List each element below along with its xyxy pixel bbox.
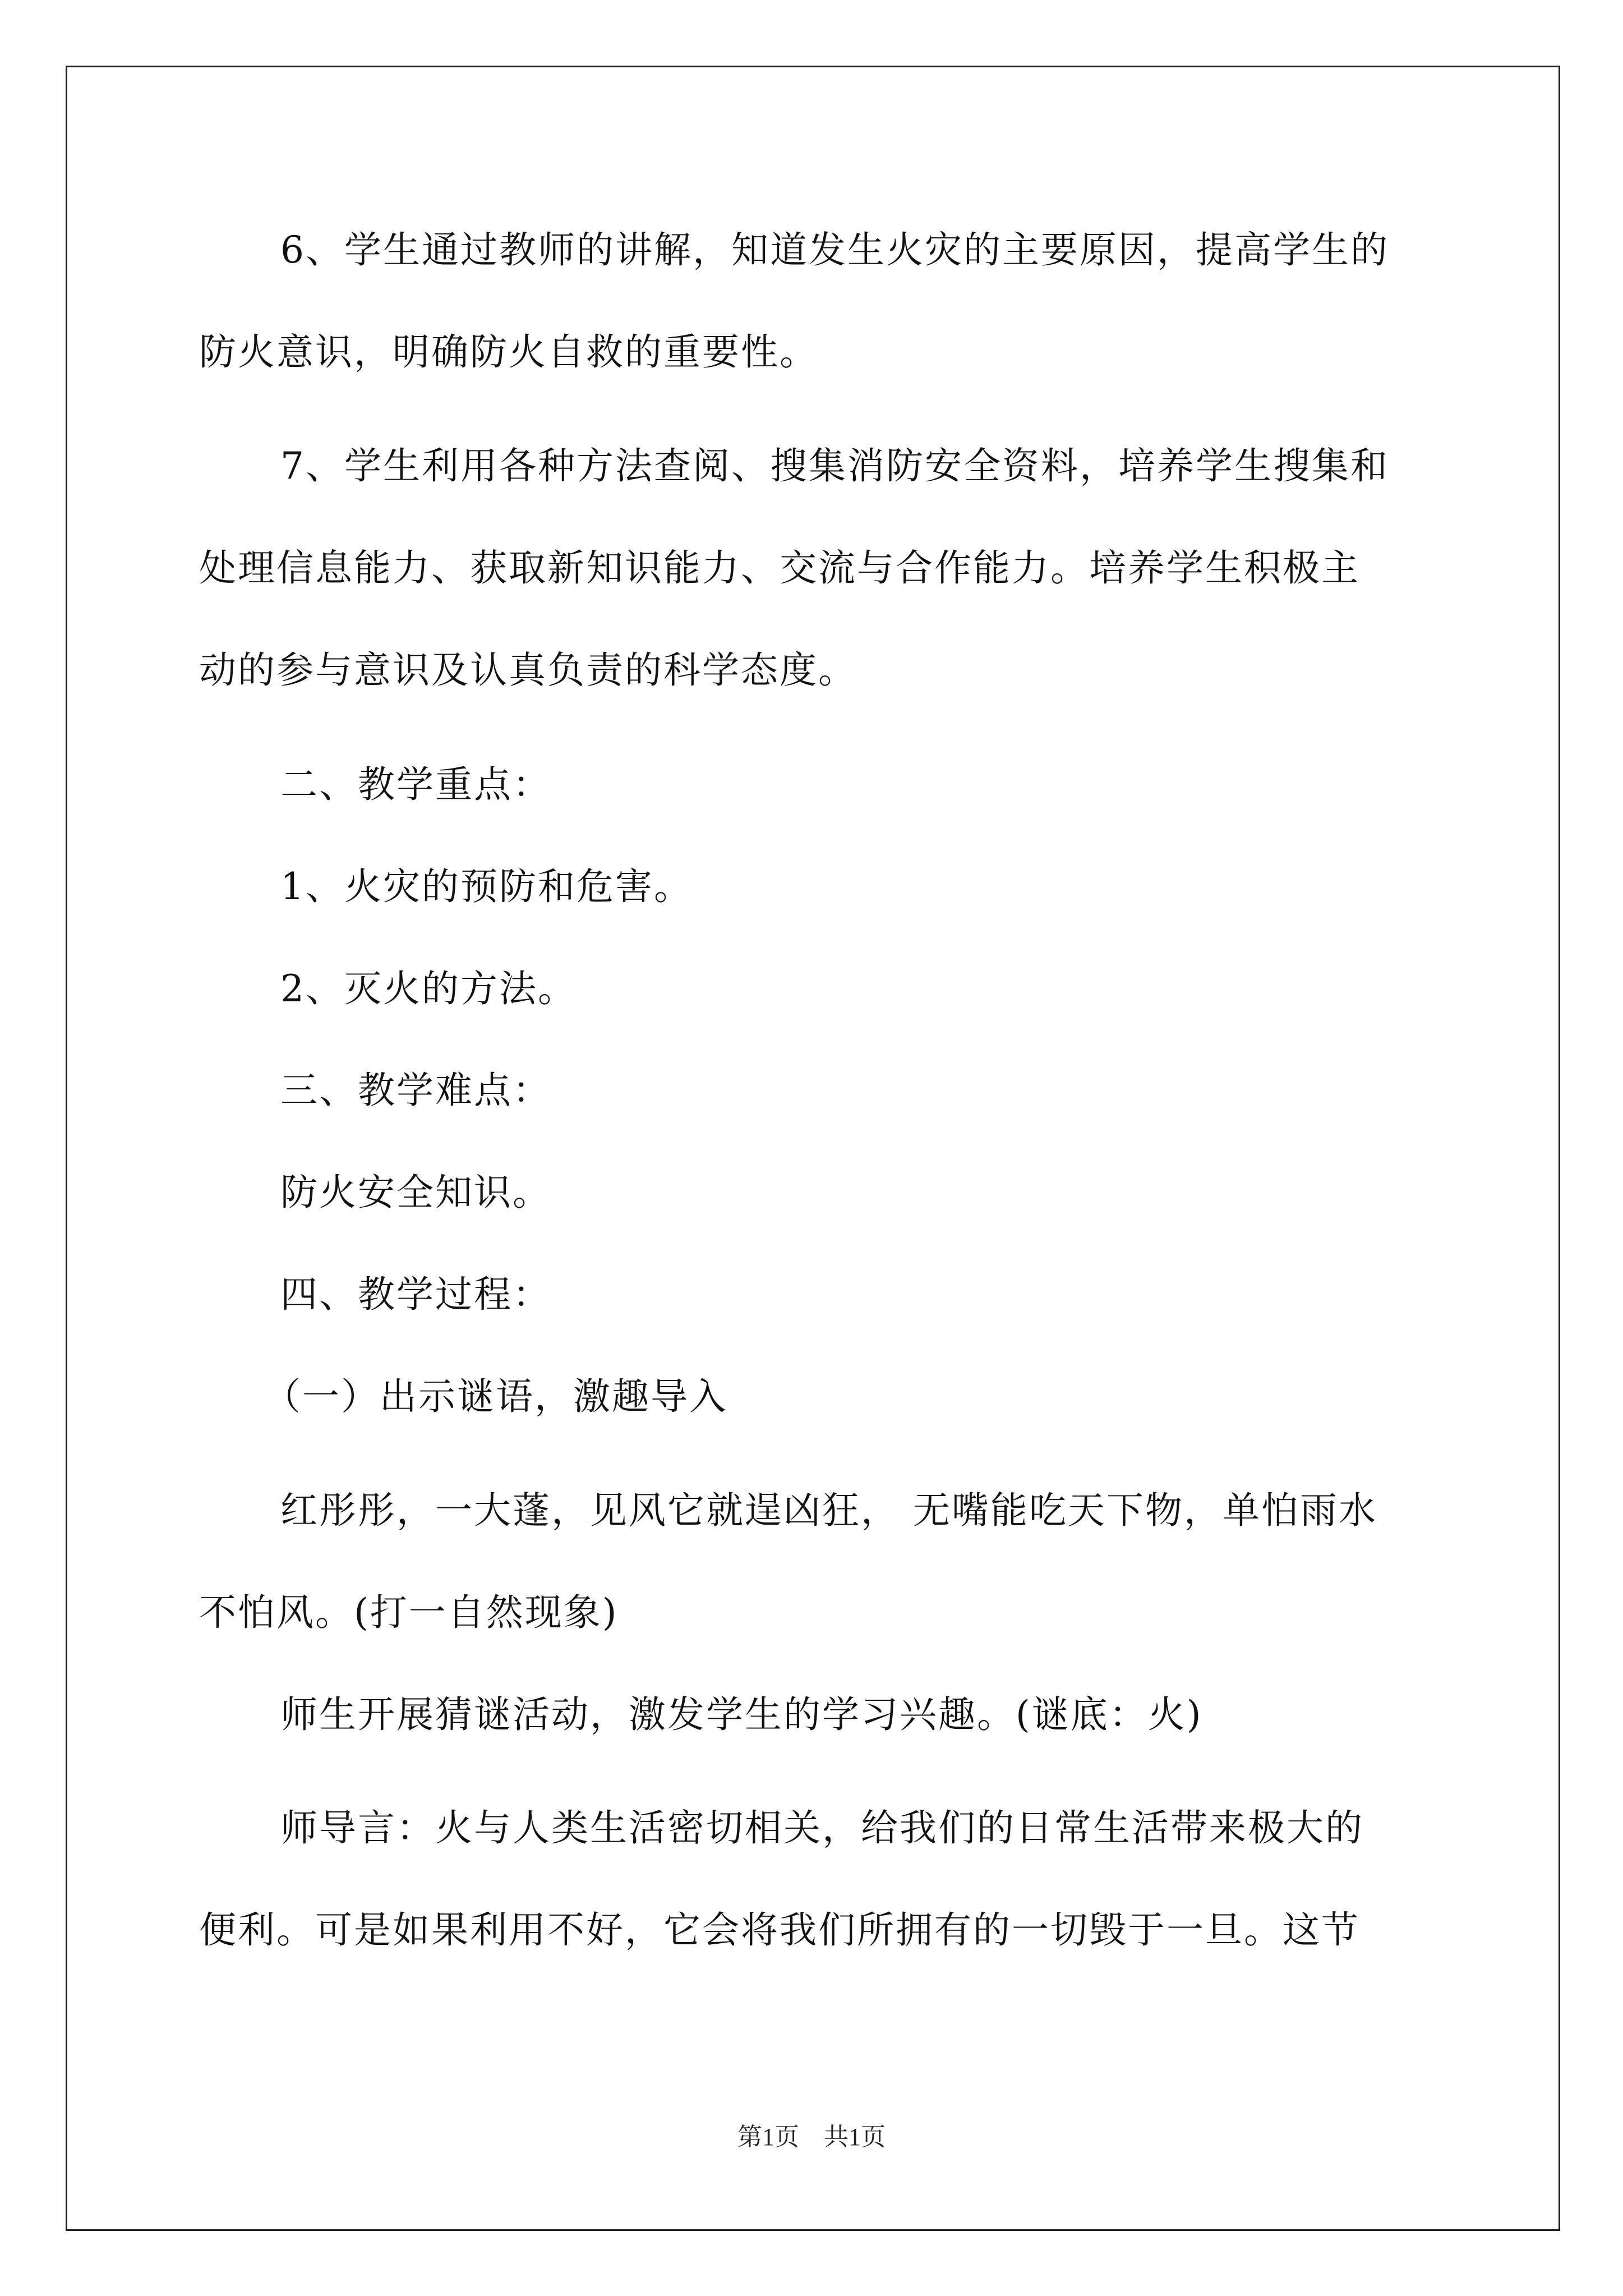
subsection-heading: （一）出示谜语，激趣导入	[264, 1375, 728, 1418]
text-line: 2、灭火的方法。	[280, 967, 577, 1010]
page-footer: 第1页 共1页	[737, 2123, 886, 2151]
text-line: 师导言：火与人类生活密切相关，给我们的日常生活带来极大的	[280, 1806, 1364, 1849]
text-line: 便利。可是如果利用不好，它会将我们所拥有的一切毁于一旦。这节	[199, 1908, 1360, 1952]
section-heading: 四、教学过程：	[280, 1273, 551, 1316]
text-line: 防火安全知识。	[280, 1171, 551, 1214]
text-line: 防火意识，明确防火自救的重要性。	[199, 330, 818, 374]
text-line: 动的参与意识及认真负责的科学态度。	[199, 648, 857, 692]
text-line: 不怕风。(打一自然现象)	[199, 1591, 619, 1634]
text-line: 6、学生通过教师的讲解，知道发生火灾的主要原因，提高学生的	[280, 228, 1389, 272]
section-heading: 二、教学重点：	[280, 763, 551, 806]
text-line: 1、火灾的预防和危害。	[280, 865, 693, 908]
text-line: 师生开展猜谜活动，激发学生的学习兴趣。(谜底：火)	[280, 1693, 1203, 1736]
text-line: 7、学生利用各种方法查阅、搜集消防安全资料，培养学生搜集和	[280, 444, 1389, 487]
text-line: 红彤彤，一大蓬，见风它就逞凶狂， 无嘴能吃天下物，单怕雨水	[280, 1489, 1377, 1532]
text-line: 处理信息能力、获取新知识能力、交流与合作能力。培养学生积极主	[199, 546, 1360, 590]
section-heading: 三、教学难点：	[280, 1069, 551, 1112]
